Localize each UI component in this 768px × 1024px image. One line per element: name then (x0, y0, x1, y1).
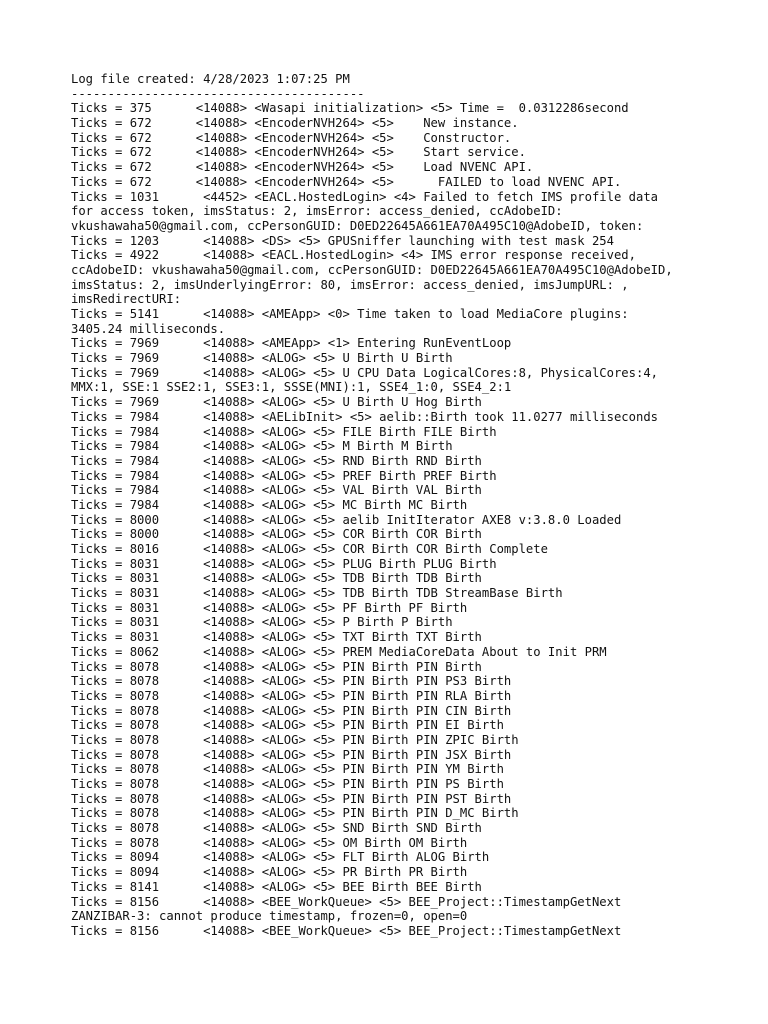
log-line: Ticks = 7984 <14088> <ALOG> <5> FILE Birth FILE Birth (71, 424, 497, 439)
log-line: Ticks = 8094 <14088> <ALOG> <5> FLT Birth ALOG Birth (71, 850, 490, 865)
log-line: Ticks = 375 <14088> <Wasapi initialization> <5> Time = 0.0312286second (71, 101, 629, 116)
log-line: Ticks = 8078 <14088> <ALOG> <5> SND Birth SND Birth (71, 821, 482, 836)
log-line: Ticks = 8078 <14088> <ALOG> <5> PIN Birth PIN PS Birth (71, 777, 504, 791)
log-line: Ticks = 8078 <14088> <ALOG> <5> PIN Birth PIN ZPIC Birth (71, 732, 519, 747)
log-line: Ticks = 8016 <14088> <ALOG> <5> COR Birth COR Birth Complete (71, 542, 548, 556)
log-line: Ticks = 8078 <14088> <ALOG> <5> PIN Birth PIN PS3 Birth (71, 674, 512, 689)
log-line: ccAdobeID: vkushawaha50@gmail.com, ccPersonGUID: D0ED22645A661EA70A495C10@AdobeID, (71, 262, 673, 277)
log-line: Ticks = 8078 <14088> <ALOG> <5> PIN Birth PIN EI Birth (71, 718, 504, 733)
log-line: Ticks = 672 <14088> <EncoderNVH264> <5> Load NVENC API. (71, 160, 534, 175)
log-line: Ticks = 8031 <14088> <ALOG> <5> P Birth P Birth (71, 615, 453, 630)
log-line: vkushawaha50@gmail.com, ccPersonGUID: D0ED22645A661EA70A495C10@AdobeID, token: (71, 218, 644, 233)
log-line: Ticks = 8078 <14088> <ALOG> <5> PIN Birth PIN RLA Birth (71, 688, 512, 703)
log-line: Ticks = 672 <14088> <EncoderNVH264> <5> New instance. (71, 116, 519, 131)
log-line: Ticks = 8078 <14088> <ALOG> <5> PIN Birth PIN PST Birth (71, 791, 512, 806)
log-line: Ticks = 7984 <14088> <ALOG> <5> PREF Birth PREF Birth (71, 468, 497, 483)
log-line: Ticks = 8078 <14088> <ALOG> <5> PIN Birth PIN D_MC Birth (71, 806, 519, 821)
log-line: Ticks = 8156 <14088> <BEE_WorkQueue> <5> BEE_Project::TimestampGetNext (71, 894, 622, 909)
log-line: Log file created: 4/28/2023 1:07:25 PM (71, 72, 350, 86)
log-line: Ticks = 672 <14088> <EncoderNVH264> <5> FAILED to load NVENC API. (71, 174, 622, 189)
log-line: Ticks = 7984 <14088> <ALOG> <5> RND Birth RND Birth (71, 453, 482, 468)
log-line: Ticks = 1031 <4452> <EACL.HostedLogin> <4> Failed to fetch IMS profile data (71, 189, 658, 204)
log-line: Ticks = 5141 <14088> <AMEApp> <0> Time taken to load MediaCore plugins: (71, 307, 629, 321)
log-line: MMX:1, SSE:1 SSE2:1, SSE3:1, SSSE(MNI):1, SSE4_1:0, SSE4_2:1 (71, 380, 512, 395)
log-line: Ticks = 7969 <14088> <AMEApp> <1> Entering RunEventLoop (71, 336, 512, 351)
log-line: Ticks = 4922 <14088> <EACL.HostedLogin> <4> IMS error response received, (71, 248, 636, 263)
log-line: Ticks = 7984 <14088> <ALOG> <5> VAL Birth VAL Birth (71, 483, 482, 498)
log-line: Ticks = 8078 <14088> <ALOG> <5> PIN Birth PIN YM Birth (71, 762, 504, 777)
log-line: Ticks = 7969 <14088> <ALOG> <5> U Birth U Hog Birth (71, 395, 482, 410)
log-document (71, 72, 761, 939)
log-line: Ticks = 8078 <14088> <ALOG> <5> PIN Birth PIN Birth (71, 659, 482, 674)
log-line: Ticks = 8000 <14088> <ALOG> <5> aelib InitIterator AXE8 v:3.8.0 Loaded (71, 512, 622, 527)
log-line: Ticks = 8156 <14088> <BEE_WorkQueue> <5> BEE_Project::TimestampGetNext (71, 923, 622, 938)
log-line: Ticks = 8031 <14088> <ALOG> <5> TDB Birth TDB Birth (71, 571, 482, 586)
log-line: imsStatus: 2, imsUnderlyingError: 80, imsError: access_denied, imsJumpURL: , (71, 277, 629, 292)
log-line: Ticks = 8141 <14088> <ALOG> <5> BEE Birth BEE Birth (71, 879, 482, 894)
log-line: Ticks = 7984 <14088> <ALOG> <5> MC Birth MC Birth (71, 497, 468, 512)
log-line: Ticks = 7969 <14088> <ALOG> <5> U CPU Data LogicalCores:8, PhysicalCores:4, (71, 365, 658, 380)
log-line: 3405.24 milliseconds. (71, 321, 226, 336)
log-line: Ticks = 7984 <14088> <ALOG> <5> M Birth M Birth (71, 439, 453, 454)
log-line: Ticks = 8031 <14088> <ALOG> <5> PLUG Birth PLUG Birth (71, 556, 497, 571)
log-line: Ticks = 8031 <14088> <ALOG> <5> PF Birth PF Birth (71, 600, 468, 615)
log-line: Ticks = 8078 <14088> <ALOG> <5> PIN Birth PIN JSX Birth (71, 747, 512, 762)
log-line: Ticks = 1203 <14088> <DS> <5> GPUSniffer launching with test mask 254 (71, 233, 614, 248)
log-line: Ticks = 7984 <14088> <AELibInit> <5> aelib::Birth took 11.0277 milliseconds (71, 409, 658, 424)
log-line: ---------------------------------------- (71, 86, 365, 101)
log-line: for access token, imsStatus: 2, imsError: access_denied, ccAdobeID: (71, 204, 563, 219)
log-line: Ticks = 8094 <14088> <ALOG> <5> PR Birth PR Birth (71, 865, 468, 880)
log-line: Ticks = 672 <14088> <EncoderNVH264> <5> Constructor. (71, 130, 512, 145)
log-line: imsRedirectURI: (71, 292, 182, 307)
log-line: Ticks = 8031 <14088> <ALOG> <5> TXT Birth TXT Birth (71, 630, 482, 645)
log-line: Ticks = 672 <14088> <EncoderNVH264> <5> Start service. (71, 145, 526, 160)
log-text (71, 72, 761, 939)
log-line: Ticks = 8062 <14088> <ALOG> <5> PREM MediaCoreData About to Init PRM (71, 644, 607, 659)
log-line: ZANZIBAR-3: cannot produce timestamp, frozen=0, open=0 (71, 909, 468, 924)
log-line: Ticks = 8078 <14088> <ALOG> <5> OM Birth OM Birth (71, 835, 468, 850)
log-line: Ticks = 8000 <14088> <ALOG> <5> COR Birth COR Birth (71, 527, 482, 542)
log-line: Ticks = 7969 <14088> <ALOG> <5> U Birth U Birth (71, 351, 453, 366)
log-line: Ticks = 8078 <14088> <ALOG> <5> PIN Birth PIN CIN Birth (71, 703, 512, 718)
log-line: Ticks = 8031 <14088> <ALOG> <5> TDB Birth TDB StreamBase Birth (71, 586, 563, 601)
